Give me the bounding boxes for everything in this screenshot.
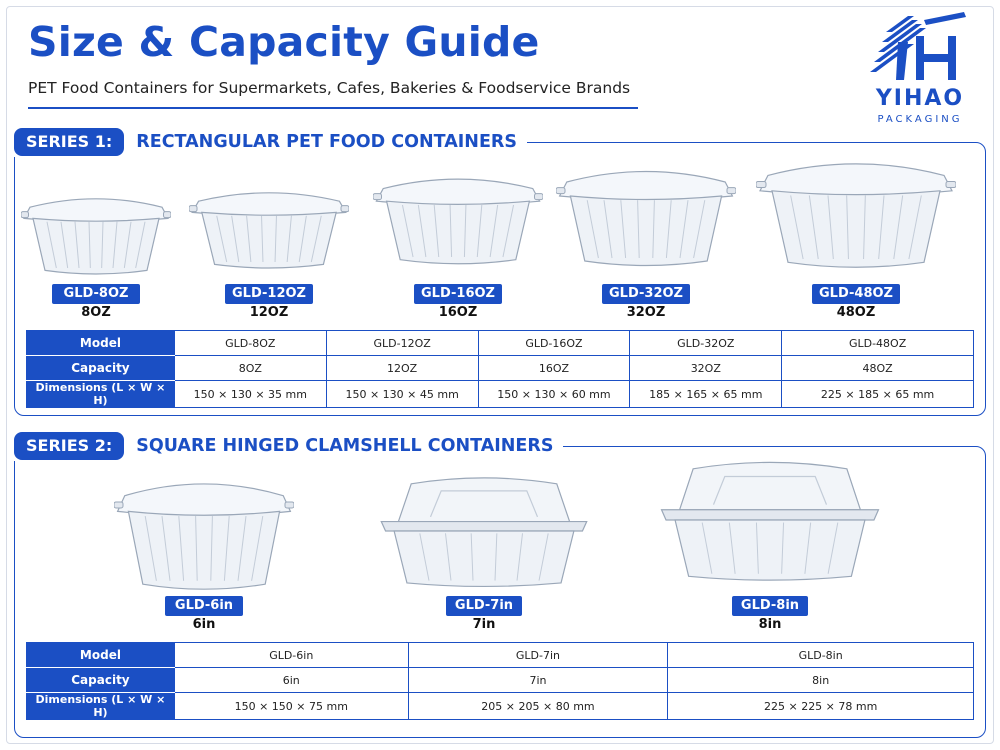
subtitle-divider	[28, 107, 638, 109]
capacity-label: 6in	[192, 617, 216, 632]
container-image	[657, 456, 883, 584]
row-header-model: Model	[27, 643, 175, 668]
table-cell: 8OZ	[174, 356, 326, 381]
table-cell: 225 × 185 × 65 mm	[782, 381, 974, 408]
row-header-dimensions: Dimensions (L × W × H)	[27, 693, 175, 720]
table-cell: GLD-8in	[668, 643, 974, 668]
model-tag: GLD-6in	[165, 596, 243, 616]
table-row-model	[27, 331, 974, 356]
series-1-badge: SERIES 1:	[14, 128, 124, 156]
table-cell: 7in	[408, 668, 668, 693]
product-card	[657, 456, 883, 584]
table-cell: 150 × 130 × 35 mm	[174, 381, 326, 408]
series-1-spec-table	[26, 330, 974, 408]
table-cell: GLD-6in	[174, 643, 408, 668]
container-image	[189, 190, 349, 270]
product-card	[373, 176, 543, 266]
table-cell: 205 × 205 × 80 mm	[408, 693, 668, 720]
table-cell: 150 × 130 × 60 mm	[478, 381, 630, 408]
table-row-capacity	[27, 668, 974, 693]
table-row-dimensions	[27, 381, 974, 408]
table-cell: GLD-7in	[408, 643, 668, 668]
table-cell: 16OZ	[478, 356, 630, 381]
table-cell: 48OZ	[782, 356, 974, 381]
table-cell: 12OZ	[326, 356, 478, 381]
table-cell: GLD-8OZ	[174, 331, 326, 356]
product-card	[756, 160, 956, 270]
model-tag: GLD-8in	[732, 596, 808, 616]
page-subtitle: PET Food Containers for Supermarkets, Cafes, Bakeries & Foodservice Brands	[28, 79, 631, 97]
table-cell: 150 × 150 × 75 mm	[174, 693, 408, 720]
brand-logo	[860, 12, 980, 127]
container-image	[756, 160, 956, 270]
container-image	[114, 480, 294, 592]
series-1-title: RECTANGULAR PET FOOD CONTAINERS	[136, 132, 517, 152]
model-tag: GLD-8OZ	[52, 284, 140, 304]
product-card	[556, 168, 736, 268]
model-tag: GLD-48OZ	[812, 284, 900, 304]
page-title: Size & Capacity Guide	[28, 18, 540, 66]
capacity-label: 8in	[758, 617, 782, 632]
table-cell: 150 × 130 × 45 mm	[326, 381, 478, 408]
series-2-badge: SERIES 2:	[14, 432, 124, 460]
model-tag: GLD-7in	[446, 596, 522, 616]
container-image	[377, 472, 591, 590]
series-2-heading	[14, 431, 563, 461]
model-tag: GLD-32OZ	[602, 284, 690, 304]
series-2-title: SQUARE HINGED CLAMSHELL CONTAINERS	[136, 436, 554, 456]
table-row-dimensions	[27, 693, 974, 720]
row-header-capacity: Capacity	[27, 668, 175, 693]
row-header-dimensions: Dimensions (L × W × H)	[27, 381, 175, 408]
product-card	[377, 472, 591, 590]
capacity-label: 16OZ	[438, 305, 478, 320]
table-cell: 8in	[668, 668, 974, 693]
series-2-spec-table	[26, 642, 974, 720]
table-cell: 6in	[174, 668, 408, 693]
capacity-label: 7in	[472, 617, 496, 632]
table-row-capacity	[27, 356, 974, 381]
model-tag: GLD-12OZ	[225, 284, 313, 304]
table-cell: GLD-48OZ	[782, 331, 974, 356]
table-cell: 225 × 225 × 78 mm	[668, 693, 974, 720]
logo-tagline: PACKAGING	[877, 114, 963, 125]
logo-wordmark: YIHAO	[875, 86, 965, 111]
capacity-label: 48OZ	[836, 305, 876, 320]
capacity-label: 32OZ	[626, 305, 666, 320]
table-cell: GLD-12OZ	[326, 331, 478, 356]
series-1-heading	[14, 127, 527, 157]
container-image	[373, 176, 543, 266]
model-tag: GLD-16OZ	[414, 284, 502, 304]
row-header-model: Model	[27, 331, 175, 356]
container-image	[556, 168, 736, 268]
product-card	[114, 480, 294, 592]
product-card	[189, 190, 349, 270]
table-cell: 185 × 165 × 65 mm	[630, 381, 782, 408]
capacity-label: 8OZ	[81, 305, 111, 320]
table-cell: GLD-16OZ	[478, 331, 630, 356]
row-header-capacity: Capacity	[27, 356, 175, 381]
capacity-label: 12OZ	[249, 305, 289, 320]
yh-monogram-icon	[868, 12, 972, 84]
table-row-model	[27, 643, 974, 668]
product-card	[21, 196, 171, 276]
table-cell: GLD-32OZ	[630, 331, 782, 356]
container-image	[21, 196, 171, 276]
table-cell: 32OZ	[630, 356, 782, 381]
